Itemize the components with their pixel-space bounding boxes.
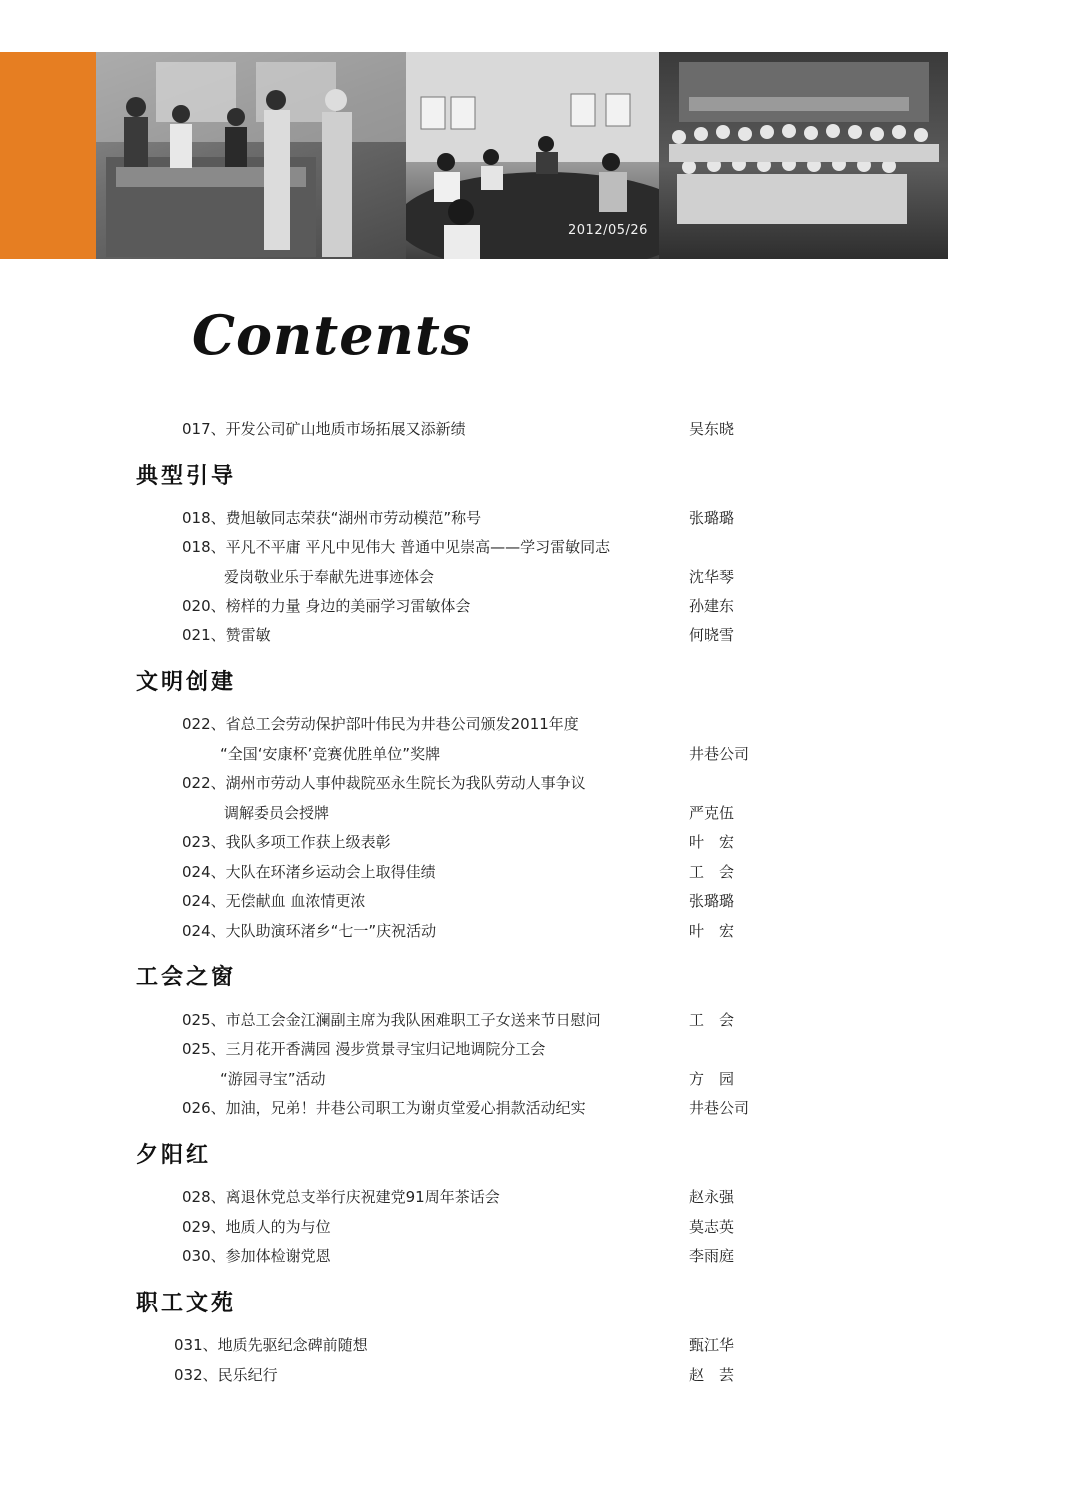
toc-entry-title: 024、大队助演环渚乡“七一”庆祝活动 [182,922,437,940]
toc-entry[interactable] [0,772,1084,798]
toc-entry-title: 023、我队多项工作获上级表彰 [182,833,391,851]
orange-accent-bar [0,52,96,259]
toc-entry-title: “游园寻宝”活动 [220,1070,326,1088]
toc-entry[interactable] [0,536,1084,562]
section-title-typical: 典型引导 [136,463,237,489]
toc-entry[interactable] [0,624,1084,650]
toc-entry-title: 026、加油，兄弟！井巷公司职工为谢贞堂爱心捐款活动纪实 [182,1099,586,1117]
toc-entry-author: 井巷公司 [689,1099,750,1117]
photo-group [659,52,948,259]
toc-entry-title: 020、榜样的力量 身边的美丽学习雷敏体会 [182,597,471,615]
toc-entry[interactable] [0,1186,1084,1212]
toc-entry-title: 022、省总工会劳动保护部叶伟民为井巷公司颁发2011年度 [182,715,579,733]
toc-entry[interactable] [0,890,1084,916]
toc-entry-title: 024、无偿献血 血浓情更浓 [182,892,366,910]
contents-heading: Contents [192,303,473,367]
toc-entry-continued[interactable] [0,802,1084,828]
toc-entry[interactable] [0,920,1084,946]
toc-entry-title: 018、费旭敏同志荣获“湖州市劳动模范”称号 [182,509,482,527]
toc-entry-title: 025、三月花开香满园 漫步赏景寻宝归记地调院分工会 [182,1040,546,1058]
photo-exhibit-visit-illustration [96,52,406,259]
toc-entry-author: 赵 芸 [689,1366,735,1384]
toc-entry-title: 029、地质人的为与位 [182,1218,331,1236]
toc-entry-author: 方 园 [689,1070,735,1088]
toc-entry[interactable] [0,1038,1084,1064]
section-title-civilization: 文明创建 [136,669,237,695]
toc-entry-author: 孙建东 [689,597,735,615]
toc-entry[interactable] [0,831,1084,857]
toc-entry-title: 028、离退休党总支举行庆祝建党91周年茶话会 [182,1188,500,1206]
toc-entry[interactable] [0,595,1084,621]
toc-entry-author: 张璐璐 [689,509,735,527]
photo-group-illustration [659,52,948,259]
toc-entry-title: 025、市总工会金江澜副主席为我队困难职工子女送来节日慰问 [182,1011,601,1029]
toc-entry-author: 甄江华 [689,1336,735,1354]
toc-entry-title: 030、参加体检谢党恩 [182,1247,331,1265]
toc-entry-author: 张璐璐 [689,892,735,910]
toc-entry-author: 叶 宏 [689,833,735,851]
toc-entry[interactable] [0,507,1084,533]
toc-entry[interactable] [0,1245,1084,1271]
toc-entry[interactable] [0,418,1084,444]
toc-entry-author: 工 会 [689,1011,735,1029]
toc-entry-author: 严克伍 [689,804,735,822]
toc-entry-author: 工 会 [689,863,735,881]
toc-entry-title: “全国‘安康杯’竞赛优胜单位”奖牌 [220,745,441,763]
toc-entry-author: 赵永强 [689,1188,735,1206]
toc-entry-author: 李雨庭 [689,1247,735,1265]
toc-entry-continued[interactable] [0,743,1084,769]
toc-entry-author: 莫志英 [689,1218,735,1236]
photo-date-stamp: 2012/05/26 [568,223,648,238]
toc-entry-continued[interactable] [0,1068,1084,1094]
toc-entry-title: 018、平凡不平庸 平凡中见伟大 普通中见崇高——学习雷敏同志 [182,538,611,556]
toc-entry[interactable] [0,1009,1084,1035]
section-title-union: 工会之窗 [136,964,237,990]
section-title-arts: 职工文苑 [136,1290,237,1316]
toc-entry[interactable] [0,1334,1084,1360]
toc-entry-continued[interactable] [0,566,1084,592]
toc-entry[interactable] [0,1097,1084,1123]
toc-entry-author: 井巷公司 [689,745,750,763]
photo-exhibit-visit [96,52,406,259]
toc-entry[interactable] [0,713,1084,739]
toc-entry[interactable] [0,861,1084,887]
toc-entry-author: 叶 宏 [689,922,735,940]
toc-entry-title: 调解委员会授牌 [224,804,330,822]
toc-entry-title: 022、湖州市劳动人事仲裁院巫永生院长为我队劳动人事争议 [182,774,586,792]
toc-entry-title: 032、民乐纪行 [174,1366,278,1384]
toc-entry-author: 何晓雪 [689,626,735,644]
toc-entry-title: 024、大队在环渚乡运动会上取得佳绩 [182,863,436,881]
toc-entry[interactable] [0,1364,1084,1390]
toc-entry-author: 沈华琴 [689,568,735,586]
toc-entry-title: 031、地质先驱纪念碑前随想 [174,1336,368,1354]
toc-entry-title: 017、开发公司矿山地质市场拓展又添新绩 [182,420,466,438]
toc-entry-title: 爱岗敬业乐于奉献先进事迹体会 [224,568,435,586]
toc-entry[interactable] [0,1216,1084,1242]
section-title-sunset: 夕阳红 [136,1142,212,1168]
toc-entry-title: 021、赞雷敏 [182,626,271,644]
toc-entry-author: 吴东晓 [689,420,735,438]
